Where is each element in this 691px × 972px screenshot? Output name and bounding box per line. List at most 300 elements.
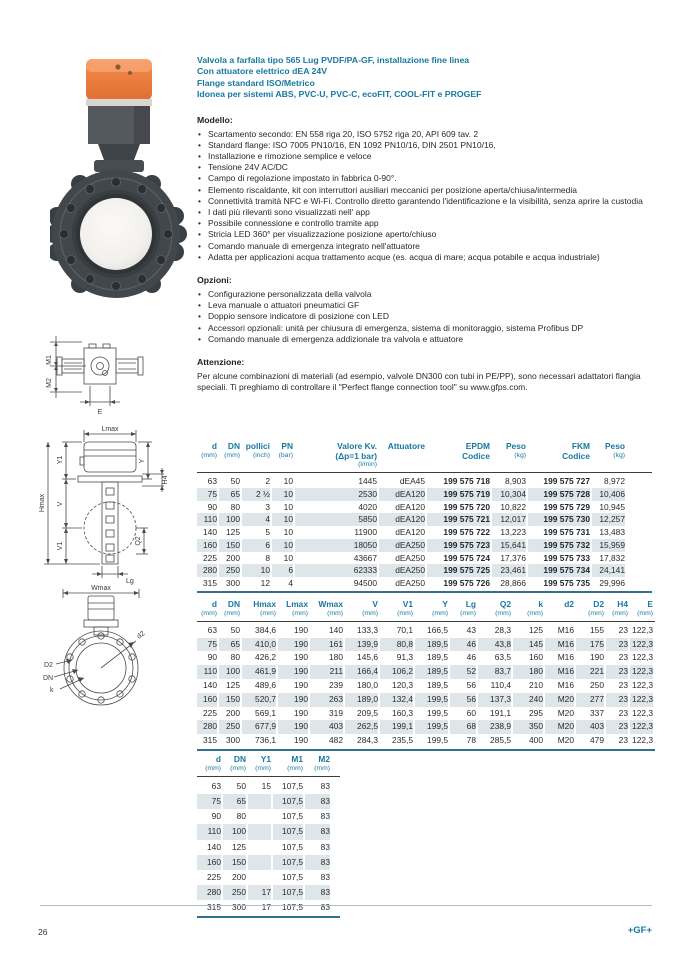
table-cell: dEA120 <box>379 513 425 526</box>
table-cell: 235,5 <box>392 735 413 746</box>
table-cell: 17 <box>261 902 271 913</box>
column-header: Q2 (mm) <box>495 599 511 617</box>
dim-label-y1: Y1 <box>57 455 64 465</box>
table-cell: 122,3 <box>632 735 653 746</box>
table-cell: 199 575 732 <box>528 539 590 552</box>
table-cell: 211 <box>310 665 343 679</box>
footer-rule <box>40 905 652 906</box>
table-cell: 6 <box>242 539 270 552</box>
column-header: FKM Codice <box>562 441 590 461</box>
table-cell <box>248 870 271 885</box>
table-cell <box>248 809 271 824</box>
table-cell: 489,6 <box>255 679 276 690</box>
table-cell: 10 <box>272 539 293 552</box>
table-cell: 106,2 <box>380 665 413 679</box>
table-cell: 68 <box>450 720 476 734</box>
table-cell: 17,832 <box>599 552 625 563</box>
gf-logo: +GF+ <box>627 925 652 936</box>
table-cell: 83 <box>305 824 330 839</box>
table-cell: 23 <box>618 735 628 746</box>
bullet-item: • I dati più rilevanti sono visualizzati nell' app <box>197 207 660 218</box>
table-cell: 161 <box>310 638 343 652</box>
table-cell: 70,1 <box>396 624 413 635</box>
table-cell: 199 575 728 <box>528 488 590 501</box>
table-cell: 10 <box>272 488 293 501</box>
table-cell: dEA250 <box>395 552 425 563</box>
table-cell: 190 <box>294 652 308 663</box>
table-cell: 280 <box>197 885 221 900</box>
table-cell: 125 <box>529 624 543 635</box>
table-cell: 110 <box>197 665 217 679</box>
table-cell: 191,1 <box>490 707 511 718</box>
table-cell: 139,9 <box>345 638 378 652</box>
table-cell: 24,141 <box>592 564 625 577</box>
dim-label-d2: d2 <box>135 630 147 641</box>
table-cell: 63 <box>207 476 217 487</box>
table-cell: 107,5 <box>282 811 303 822</box>
table-cell: 482 <box>329 735 343 746</box>
table-cell: 12,257 <box>592 513 625 526</box>
table-cell: 150 <box>223 855 246 870</box>
table-cell: 75 <box>197 794 221 809</box>
table-bottom-rule <box>197 749 655 751</box>
table-cell: 18050 <box>295 539 377 552</box>
table-cell: 6 <box>272 564 293 577</box>
table-cell: 190 <box>294 707 308 718</box>
table-cell: 133,3 <box>357 624 378 635</box>
table-cell <box>248 855 271 870</box>
product-title-line: Valvola a farfalla tipo 565 Lug PVDF/PA-GF, installazione fine linea <box>197 55 470 65</box>
table-cell: 63,5 <box>494 652 511 663</box>
column-header: Peso (kg) <box>505 441 526 459</box>
table-cell: 15,959 <box>592 539 625 552</box>
table-cell: 319 <box>329 707 343 718</box>
table-cell: 277 <box>576 693 604 707</box>
table-cell: 160 <box>529 652 543 663</box>
column-header: DN (mm) <box>224 441 240 459</box>
table-cell: 250 <box>219 720 240 734</box>
table-cell: 199 575 727 <box>543 476 590 487</box>
table-cell: 199,1 <box>380 720 413 734</box>
table-cell: M16 <box>557 624 574 635</box>
table-cell: 28,866 <box>500 577 526 588</box>
table-cell: 122,3 <box>630 720 653 734</box>
table-cell: 180 <box>329 652 343 663</box>
table-cell: 569,1 <box>255 707 276 718</box>
table-cell: 10,822 <box>500 501 526 512</box>
column-header: Hmax (mm) <box>253 599 276 617</box>
table-cell: 100 <box>223 824 246 839</box>
dim-label-hmax: Hmax <box>39 493 46 513</box>
table-cell: 122,3 <box>632 707 653 718</box>
table-cell: 15 <box>261 780 271 791</box>
table-cell: 210 <box>529 679 543 690</box>
table-cell: 50 <box>236 780 246 791</box>
table-cell: 90 <box>211 811 221 822</box>
table-cell: 190 <box>294 679 308 690</box>
table-cell: 461,9 <box>242 665 276 679</box>
table-cell: 23 <box>618 624 628 635</box>
table-cell: 240 <box>513 693 543 707</box>
table-cell: 736,1 <box>255 735 276 746</box>
bullet-item: • Accessori opzionali: unità per chiusura di emergenza, sistema di monitoraggio, sistema Profibus DP <box>197 323 660 334</box>
column-header: d (mm) <box>201 441 217 459</box>
table-cell: 13,483 <box>599 527 625 538</box>
table-cell: 199,5 <box>427 735 448 746</box>
page-number: 26 <box>38 927 48 937</box>
intro-column <box>197 55 660 393</box>
table-bottom-rule <box>197 916 340 918</box>
table-cell: 50 <box>230 476 240 487</box>
column-header: d (mm) <box>205 754 221 772</box>
table-cell: 160,3 <box>392 707 413 718</box>
table-cell: 83,7 <box>478 665 511 679</box>
attenzione-heading: Attenzione: <box>197 357 245 368</box>
table-cell: 100 <box>219 513 240 526</box>
table-cell: M20 <box>545 693 574 707</box>
dim-label-dn: DN <box>43 675 54 682</box>
header-rule <box>197 621 655 622</box>
table-cell: 200 <box>226 552 240 563</box>
table-cell: 46 <box>466 652 476 663</box>
table-cell: 2 ½ <box>242 488 270 501</box>
dim-label-k: k <box>50 687 54 694</box>
product-photo <box>50 56 190 300</box>
table-cell: 4 <box>242 513 270 526</box>
table-cell: 78 <box>466 735 476 746</box>
table-cell: 137,3 <box>478 693 511 707</box>
dimensions-table <box>197 599 655 751</box>
table-cell: 5850 <box>295 513 377 526</box>
table-cell: 2530 <box>295 488 377 501</box>
ordering-table <box>197 441 652 593</box>
table-cell: 107,5 <box>273 794 303 809</box>
table-cell: 250 <box>590 679 604 690</box>
table-cell: 403 <box>576 720 604 734</box>
bullet-item: • Tensione 24V AC/DC <box>197 162 660 173</box>
table-cell: 23 <box>606 638 628 652</box>
table-cell: 400 <box>529 735 543 746</box>
table-cell: 83 <box>320 780 330 791</box>
table-cell: 43667 <box>353 552 377 563</box>
table-cell: 190 <box>278 720 308 734</box>
bullet-item: • Configurazione personalizzata della valvola <box>197 289 660 300</box>
table-cell: 65 <box>219 638 240 652</box>
table-cell: 80 <box>230 501 240 512</box>
column-header: M1 (mm) <box>287 754 303 772</box>
table-cell: 17,376 <box>500 552 526 563</box>
dim-label-h4: H4 <box>162 475 169 485</box>
table-cell: 300 <box>226 735 240 746</box>
table-cell: 125 <box>226 679 240 690</box>
table-cell: M20 <box>557 707 574 718</box>
column-header: Peso (kg) <box>604 441 625 459</box>
table-cell: 300 <box>232 902 246 913</box>
table-cell: 263 <box>310 693 343 707</box>
table-cell: 250 <box>219 564 240 577</box>
table-cell: 83 <box>305 794 330 809</box>
table-cell: 3 <box>265 501 270 512</box>
column-header: Lmax (mm) <box>286 599 308 617</box>
table-cell: 225 <box>203 707 217 718</box>
drawing-front-view <box>36 584 171 706</box>
dim-label-lg: Lg <box>126 578 134 585</box>
table-cell: 62333 <box>295 564 377 577</box>
table-cell: 200 <box>226 707 240 718</box>
table-cell: 384,6 <box>255 624 276 635</box>
valve-body <box>50 170 187 298</box>
table-cell: 280 <box>197 564 217 577</box>
table-cell: 107,5 <box>273 855 303 870</box>
valve-disc <box>80 198 152 270</box>
table-cell: 190 <box>590 652 604 663</box>
table-cell: 23 <box>606 720 628 734</box>
bullet-item: • Elemento riscaldante, kit con interruttori ausiliari meccanici per posizione aperta/chiusa/intermedia <box>197 185 660 196</box>
table-cell: M16 <box>545 665 574 679</box>
table-cell: 80 <box>236 811 246 822</box>
table-cell: 107,5 <box>273 885 303 900</box>
table-cell: 11900 <box>354 527 377 538</box>
table-cell: 225 <box>207 871 221 882</box>
table-cell: 280 <box>197 720 217 734</box>
table-cell: 199 575 718 <box>443 476 490 487</box>
table-cell: 91,3 <box>396 652 413 663</box>
table-cell: 350 <box>513 720 543 734</box>
table-cell: 199,5 <box>427 707 448 718</box>
table-cell: dEA45 <box>399 476 425 487</box>
table-cell: 23 <box>618 652 628 663</box>
table-cell: 221 <box>576 665 604 679</box>
dim-label-v: V <box>57 501 64 507</box>
table-cell: 295 <box>529 707 543 718</box>
bullet-item: • Standard flange: ISO 7005 PN10/16, EN 1092 PN10/16, DIN 2501 PN10/16, <box>197 140 660 151</box>
column-header: Wmax (mm) <box>318 599 343 617</box>
column-header: d2 <box>564 599 574 609</box>
column-header: d (mm) <box>201 599 217 617</box>
table-cell: 83 <box>320 811 330 822</box>
table-cell: 225 <box>203 552 217 563</box>
product-title-line: Flange standard ISO/Metrico <box>197 77 315 88</box>
table-cell: 145,6 <box>357 652 378 663</box>
table-cell: M20 <box>557 735 574 746</box>
bullet-item: • Installazione e rimozione semplice e veloce <box>197 151 660 162</box>
table-cell: 180 <box>513 665 543 679</box>
column-header: M2 (mm) <box>314 754 330 772</box>
table-cell: 145 <box>513 638 543 652</box>
table-cell: M16 <box>557 652 574 663</box>
table-cell: 403 <box>310 720 343 734</box>
table-cell: 166,4 <box>345 665 378 679</box>
column-header: V1 (mm) <box>397 599 413 617</box>
table-cell: 140 <box>329 624 343 635</box>
table-cell: 80,8 <box>380 638 413 652</box>
table-cell: 199 575 719 <box>427 488 490 501</box>
header-rule <box>197 472 652 473</box>
table-cell: 150 <box>219 539 240 552</box>
table-cell: 94500 <box>353 577 377 588</box>
column-header: D2 (mm) <box>588 599 604 617</box>
table-cell: 110 <box>197 824 221 839</box>
table-cell: 300 <box>226 577 240 588</box>
dim-label-m2: M2 <box>46 378 53 388</box>
table-cell: 2 <box>265 476 270 487</box>
table-bottom-rule <box>197 591 652 593</box>
column-header: Valore Kv. (Δp=1 bar) (l/min) <box>335 441 377 469</box>
table-cell: 190 <box>294 624 308 635</box>
column-header: V (mm) <box>362 599 378 617</box>
table-cell: 155 <box>590 624 604 635</box>
table-cell: 23 <box>618 707 628 718</box>
table-cell: 199 575 733 <box>543 552 590 563</box>
table-cell: 122,3 <box>630 638 653 652</box>
table-cell: 284,3 <box>357 735 378 746</box>
table-cell: 199 575 721 <box>427 513 490 526</box>
table-cell: 10,304 <box>492 488 526 501</box>
column-header: Y (mm) <box>432 599 448 617</box>
bullet-item: • Connettività tramità NFC e Wi-Fi. Controllo diretto garantendo l'identificazione e la visibilità, senza aprire la custodia <box>197 196 660 207</box>
table-cell: 23,461 <box>492 564 526 577</box>
table-cell: 262,5 <box>345 720 378 734</box>
bullet-item: • Adatta per applicazioni acqua trattamento acque (es. acqua di mare; acqua potabile e acqua industriale) <box>197 252 660 263</box>
bullet-item: • Comando manuale di emergenza integrato nell'attuatore <box>197 241 660 252</box>
table-cell: 180,0 <box>357 679 378 690</box>
table-cell: 426,2 <box>255 652 276 663</box>
table-cell: 107,5 <box>282 841 303 852</box>
table-cell: 52 <box>450 665 476 679</box>
dim-label-m1: M1 <box>46 355 53 365</box>
table-cell: 10 <box>283 527 293 538</box>
table-cell: 65 <box>219 488 240 501</box>
table-cell: 83 <box>320 902 330 913</box>
dim-label-v1: V1 <box>57 541 64 551</box>
opzioni-heading: Opzioni: <box>197 275 232 286</box>
table-cell: 4020 <box>358 501 377 512</box>
bullet-item: • Possibile connessione e controllo tramite app <box>197 218 660 229</box>
table-cell: 190 <box>294 735 308 746</box>
attenzione-text: Per alcune combinazioni di materiali (ad esempio, valvole DN300 con tubi in PE/PP), sono necessari adattatori flangia speciali. Ti preghiamo di controllare il "Perfect flange connection tool" su www.gfps.com. <box>197 371 641 393</box>
table-cell: 199,5 <box>415 720 448 734</box>
table-cell: 107,5 <box>282 780 303 791</box>
bullet-item: • Doppio sensore indicatore di posizione con LED <box>197 311 660 322</box>
column-header: PN (bar) <box>278 441 293 459</box>
table-cell: 29,996 <box>599 577 625 588</box>
column-header: k (mm) <box>527 599 543 617</box>
table-cell: 199 575 729 <box>543 501 590 512</box>
table-cell: 122,3 <box>630 693 653 707</box>
table-cell: 199 575 724 <box>443 552 490 563</box>
table-cell: 83 <box>320 841 330 852</box>
table-cell: 238,9 <box>478 720 511 734</box>
table-cell: M16 <box>557 679 574 690</box>
table-cell: 125 <box>232 841 246 852</box>
column-header: DN (mm) <box>230 754 246 772</box>
table-cell: 23 <box>606 693 628 707</box>
table-cell: 46 <box>450 638 476 652</box>
table-cell: 122,3 <box>632 624 653 635</box>
bullet-item: • Leva manuale o attuatori pneumatici GF <box>197 300 660 311</box>
table-cell: 199 575 731 <box>543 527 590 538</box>
table-cell: 150 <box>219 693 240 707</box>
table-cell: 10,945 <box>599 501 625 512</box>
table-cell: 8,972 <box>604 476 625 487</box>
table-cell: dEA250 <box>395 577 425 588</box>
table-cell: 140 <box>207 841 221 852</box>
table-cell: 8,903 <box>505 476 526 487</box>
table-cell: dEA120 <box>379 488 425 501</box>
table-cell <box>248 794 271 809</box>
table-cell: 199 575 725 <box>427 564 490 577</box>
dim-label-e: E <box>97 409 103 416</box>
table-cell: 140 <box>203 679 217 690</box>
table-cell: 190 <box>278 638 308 652</box>
table-cell: 50 <box>230 624 240 635</box>
table-cell: dEA250 <box>379 564 425 577</box>
column-header: H4 (mm) <box>612 599 628 617</box>
table-cell <box>248 840 271 855</box>
header-rule <box>197 776 340 777</box>
column-header: pollici (inch) <box>245 441 270 459</box>
table-cell: 122,3 <box>630 665 653 679</box>
bullet-item: • Stricia LED 360° per visualizzazione posizione aperto/chiuso <box>197 229 660 240</box>
table-cell: 107,5 <box>282 902 303 913</box>
table-cell: 190 <box>278 665 308 679</box>
product-title-line: Idonea per sistemi ABS, PVC-U, PVC-C, ecoFIT, COOL-FIT e PROGEF <box>197 89 482 100</box>
table-cell: 160 <box>197 539 217 552</box>
table-cell: 10 <box>283 552 293 563</box>
table-cell: 250 <box>223 885 246 900</box>
table-cell: 199,5 <box>415 693 448 707</box>
table-cell: 17 <box>248 885 271 900</box>
table-cell: 199 575 735 <box>543 577 590 588</box>
column-header: DN (mm) <box>224 599 240 617</box>
table-cell: dEA120 <box>395 501 425 512</box>
table-cell: 1445 <box>358 476 377 487</box>
table-cell: 43 <box>466 624 476 635</box>
table-cell: 10 <box>283 501 293 512</box>
table-cell: 677,9 <box>242 720 276 734</box>
drawing-top-view <box>42 330 157 420</box>
table-cell: 28,3 <box>494 624 511 635</box>
table-cell: 189,5 <box>427 652 448 663</box>
table-cell: 56 <box>450 693 476 707</box>
modello-heading: Modello: <box>197 114 233 125</box>
table-cell: 520,7 <box>242 693 276 707</box>
table-cell: 83 <box>305 885 330 900</box>
table-cell: 75 <box>197 488 217 501</box>
table-cell: 189,5 <box>415 665 448 679</box>
table-cell: 56 <box>466 679 476 690</box>
dim-label-D2: D2 <box>44 662 53 669</box>
modello-bullet-list <box>197 129 660 263</box>
table-cell: 120,3 <box>392 679 413 690</box>
table-cell <box>248 824 271 839</box>
table-cell: 12,017 <box>492 513 526 526</box>
table-cell: 189,5 <box>427 679 448 690</box>
table-cell: 107,5 <box>273 824 303 839</box>
table-cell: 110,4 <box>490 679 511 690</box>
table-cell: 83 <box>320 871 330 882</box>
table-cell: 90 <box>207 501 217 512</box>
table-cell: 110 <box>197 513 217 526</box>
table-cell: 315 <box>203 577 217 588</box>
table-cell: 315 <box>207 902 221 913</box>
table-cell: 199 575 720 <box>443 501 490 512</box>
drawing-side-view <box>36 424 171 586</box>
table-cell: 5 <box>265 527 270 538</box>
column-header: E (mm) <box>637 599 653 617</box>
table-cell: 190 <box>278 693 308 707</box>
table-cell: 199 575 734 <box>528 564 590 577</box>
